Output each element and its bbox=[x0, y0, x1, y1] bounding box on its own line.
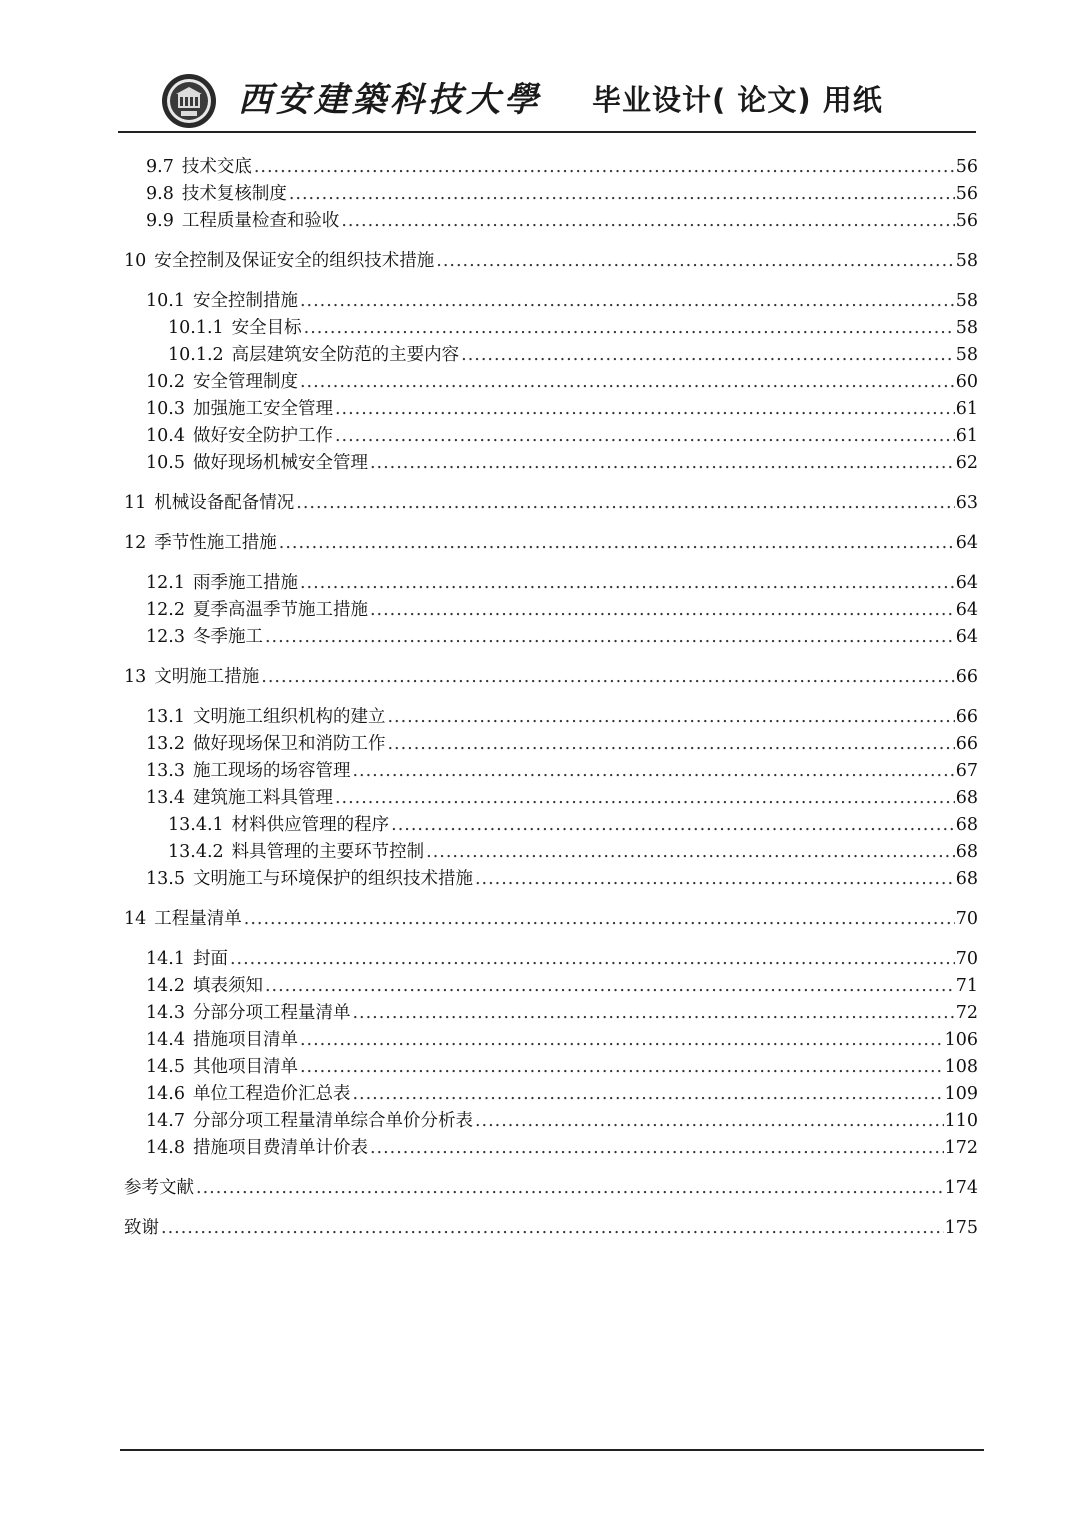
toc-entry-number: 10.5 bbox=[146, 453, 185, 473]
toc-entry-number: 9.8 bbox=[146, 184, 174, 204]
toc-entry-title: 文明施工措施 bbox=[154, 667, 260, 687]
toc-entry[interactable] bbox=[146, 1082, 978, 1106]
toc-entry[interactable] bbox=[124, 1176, 978, 1200]
toc-entry-page: 64 bbox=[955, 573, 978, 593]
toc-entry-page: 61 bbox=[955, 399, 978, 419]
toc-entry-number: 13.4.1 bbox=[168, 815, 224, 835]
toc-entry-number: 14 bbox=[124, 909, 147, 929]
toc-entry-number: 14.5 bbox=[146, 1057, 185, 1077]
toc-entry-title: 冬季施工 bbox=[192, 627, 263, 647]
toc-entry-title: 雨季施工措施 bbox=[192, 573, 298, 593]
toc-entry-number: 10.2 bbox=[146, 372, 185, 392]
toc-entry-page: 110 bbox=[944, 1111, 978, 1131]
page-header bbox=[0, 0, 1087, 140]
toc-dot-leader bbox=[300, 370, 955, 394]
toc-dot-leader bbox=[387, 732, 954, 756]
toc-entry-number: 13.3 bbox=[146, 761, 185, 781]
toc-entry-number: 10 bbox=[124, 251, 147, 271]
toc-entry-title: 机械设备配备情况 bbox=[154, 493, 295, 513]
toc-dot-leader bbox=[261, 665, 954, 689]
toc-entry[interactable] bbox=[168, 343, 978, 367]
toc-entry-number: 12.3 bbox=[146, 627, 185, 647]
toc-dot-leader bbox=[370, 451, 955, 475]
toc-entry[interactable] bbox=[146, 947, 978, 971]
toc-dot-leader bbox=[335, 424, 955, 448]
toc-entry-number: 13.4.2 bbox=[168, 842, 224, 862]
toc-entry-page: 64 bbox=[955, 600, 978, 620]
toc-entry-page: 56 bbox=[955, 211, 978, 231]
toc-entry[interactable] bbox=[124, 531, 978, 555]
toc-entry-title: 安全控制及保证安全的组织技术措施 bbox=[154, 251, 435, 271]
toc-entry-number: 14.2 bbox=[146, 976, 185, 996]
toc-entry-number: 14.8 bbox=[146, 1138, 185, 1158]
toc-entry-number: 10.1.2 bbox=[168, 345, 224, 365]
toc-entry-title: 技术交底 bbox=[181, 157, 252, 177]
toc-entry-number: 14.1 bbox=[146, 949, 185, 969]
toc-entry-title: 工程质量检查和验收 bbox=[181, 211, 340, 231]
toc-entry[interactable] bbox=[168, 840, 978, 864]
toc-dot-leader bbox=[341, 209, 954, 233]
toc-entry[interactable] bbox=[124, 491, 978, 515]
toc-entry-title: 夏季高温季节施工措施 bbox=[192, 600, 368, 620]
toc-entry-title: 季节性施工措施 bbox=[154, 533, 277, 553]
toc-dot-leader bbox=[475, 1109, 944, 1133]
toc-entry-page: 61 bbox=[955, 426, 978, 446]
toc-dot-leader bbox=[196, 1176, 944, 1200]
toc-entry-title: 文明施工与环境保护的组织技术措施 bbox=[192, 869, 473, 889]
toc-entry[interactable] bbox=[124, 249, 978, 273]
toc-entry[interactable] bbox=[146, 625, 978, 649]
toc-entry-title: 封面 bbox=[192, 949, 228, 969]
toc-entry-page: 106 bbox=[944, 1030, 978, 1050]
toc-entry[interactable] bbox=[124, 1216, 978, 1240]
toc-entry[interactable] bbox=[146, 705, 978, 729]
university-emblem-icon bbox=[160, 72, 218, 130]
footer-divider bbox=[120, 1449, 984, 1451]
toc-entry-number: 10.1.1 bbox=[168, 318, 224, 338]
toc-entry-page: 68 bbox=[955, 815, 978, 835]
toc-dot-leader bbox=[265, 974, 955, 998]
toc-entry-number: 14.7 bbox=[146, 1111, 185, 1131]
toc-entry-number: 13.4 bbox=[146, 788, 185, 808]
toc-entry-title: 加强施工安全管理 bbox=[192, 399, 333, 419]
toc-entry-page: 66 bbox=[955, 667, 978, 687]
toc-entry-title: 参考文献 bbox=[124, 1178, 194, 1198]
toc-entry-number: 10.3 bbox=[146, 399, 185, 419]
toc-entry-page: 174 bbox=[944, 1178, 978, 1198]
toc-entry-page: 68 bbox=[955, 842, 978, 862]
toc-entry-number: 11 bbox=[124, 493, 147, 513]
toc-entry[interactable] bbox=[146, 1055, 978, 1079]
toc-entry-page: 172 bbox=[944, 1138, 978, 1158]
toc-entry-page: 60 bbox=[955, 372, 978, 392]
toc-dot-leader bbox=[230, 947, 955, 971]
toc-entry[interactable] bbox=[146, 397, 978, 421]
toc-entry-page: 58 bbox=[955, 318, 978, 338]
toc-entry[interactable] bbox=[146, 759, 978, 783]
toc-dot-leader bbox=[426, 840, 955, 864]
toc-entry-page: 64 bbox=[955, 627, 978, 647]
school-name: 西安建築科技大學 bbox=[238, 80, 542, 120]
paper-title: 毕业设计( 论文) 用纸 bbox=[592, 83, 883, 117]
toc-entry-title: 做好安全防护工作 bbox=[192, 426, 333, 446]
toc-entry-number: 14.3 bbox=[146, 1003, 185, 1023]
toc-entry-page: 63 bbox=[955, 493, 978, 513]
toc-dot-leader bbox=[254, 155, 955, 179]
toc-dot-leader bbox=[335, 397, 955, 421]
toc-entry-page: 70 bbox=[955, 949, 978, 969]
toc-entry[interactable] bbox=[168, 316, 978, 340]
toc-entry-title: 料具管理的主要环节控制 bbox=[231, 842, 425, 862]
toc-dot-leader bbox=[461, 343, 955, 367]
toc-entry[interactable] bbox=[146, 182, 978, 206]
toc-entry-title: 其他项目清单 bbox=[192, 1057, 298, 1077]
toc-dot-leader bbox=[161, 1216, 944, 1240]
toc-entry[interactable] bbox=[146, 1109, 978, 1133]
toc-dot-leader bbox=[289, 182, 955, 206]
toc-entry-page: 109 bbox=[944, 1084, 978, 1104]
toc-entry-title: 措施项目费清单计价表 bbox=[192, 1138, 368, 1158]
toc-entry-number: 12.1 bbox=[146, 573, 185, 593]
toc-entry-title: 做好现场机械安全管理 bbox=[192, 453, 368, 473]
toc-dot-leader bbox=[300, 289, 955, 313]
toc-entry-page: 71 bbox=[955, 976, 978, 996]
toc-entry-title: 安全控制措施 bbox=[192, 291, 298, 311]
toc-entry-number: 10.4 bbox=[146, 426, 185, 446]
toc-entry[interactable] bbox=[146, 1001, 978, 1025]
toc-entry[interactable] bbox=[146, 974, 978, 998]
toc-dot-leader bbox=[265, 625, 955, 649]
toc-dot-leader bbox=[387, 705, 954, 729]
toc-entry-title: 致谢 bbox=[124, 1218, 159, 1238]
toc-entry-title: 建筑施工料具管理 bbox=[192, 788, 333, 808]
toc-entry[interactable] bbox=[124, 665, 978, 689]
toc-entry-title: 文明施工组织机构的建立 bbox=[192, 707, 386, 727]
toc-entry-title: 措施项目清单 bbox=[192, 1030, 298, 1050]
toc-dot-leader bbox=[296, 491, 954, 515]
toc-entry[interactable] bbox=[146, 424, 978, 448]
toc-dot-leader bbox=[370, 598, 955, 622]
toc-entry-title: 工程量清单 bbox=[154, 909, 242, 929]
toc-entry-page: 58 bbox=[955, 291, 978, 311]
toc-entry-title: 做好现场保卫和消防工作 bbox=[192, 734, 386, 754]
toc-entry[interactable] bbox=[146, 867, 978, 891]
toc-entry-page: 175 bbox=[944, 1218, 978, 1238]
toc-entry-title: 填表须知 bbox=[192, 976, 263, 996]
toc-entry-title: 安全目标 bbox=[231, 318, 302, 338]
toc-entry-page: 64 bbox=[955, 533, 978, 553]
toc-dot-leader bbox=[352, 1082, 943, 1106]
toc-entry-page: 66 bbox=[955, 707, 978, 727]
toc-entry[interactable] bbox=[146, 209, 978, 233]
toc-entry-number: 10.1 bbox=[146, 291, 185, 311]
toc-entry-number: 13.5 bbox=[146, 869, 185, 889]
toc-entry-page: 58 bbox=[955, 251, 978, 271]
toc-entry[interactable] bbox=[146, 451, 978, 475]
toc-entry-page: 68 bbox=[955, 869, 978, 889]
toc-entry-number: 13.2 bbox=[146, 734, 185, 754]
toc-entry[interactable] bbox=[146, 155, 978, 179]
toc-entry[interactable] bbox=[146, 571, 978, 595]
toc-entry[interactable] bbox=[146, 1136, 978, 1160]
toc-entry-title: 分部分项工程量清单 bbox=[192, 1003, 351, 1023]
toc-dot-leader bbox=[436, 249, 954, 273]
toc-entry-number: 14.6 bbox=[146, 1084, 185, 1104]
toc-entry-title: 分部分项工程量清单综合单价分析表 bbox=[192, 1111, 473, 1131]
toc-entry-page: 108 bbox=[944, 1057, 978, 1077]
toc-entry-page: 70 bbox=[955, 909, 978, 929]
toc-entry-page: 72 bbox=[955, 1003, 978, 1023]
toc-entry-number: 14.4 bbox=[146, 1030, 185, 1050]
toc-entry[interactable] bbox=[146, 732, 978, 756]
toc-entry-page: 58 bbox=[955, 345, 978, 365]
toc-entry-title: 单位工程造价汇总表 bbox=[192, 1084, 351, 1104]
toc-entry-page: 66 bbox=[955, 734, 978, 754]
toc-dot-leader bbox=[370, 1136, 944, 1160]
toc-entry-title: 材料供应管理的程序 bbox=[231, 815, 390, 835]
toc-entry-number: 12.2 bbox=[146, 600, 185, 620]
toc-entry[interactable] bbox=[146, 370, 978, 394]
toc-entry-page: 56 bbox=[955, 157, 978, 177]
toc-dot-leader bbox=[352, 759, 954, 783]
toc-entry-page: 68 bbox=[955, 788, 978, 808]
toc-dot-leader bbox=[335, 786, 955, 810]
toc-dot-leader bbox=[279, 531, 955, 555]
toc-entry-page: 56 bbox=[955, 184, 978, 204]
header-divider bbox=[118, 131, 976, 133]
toc-entry[interactable] bbox=[146, 598, 978, 622]
toc-entry[interactable] bbox=[168, 813, 978, 837]
toc-dot-leader bbox=[300, 1055, 944, 1079]
toc-entry-number: 12 bbox=[124, 533, 147, 553]
toc-entry-page: 62 bbox=[955, 453, 978, 473]
toc-entry[interactable] bbox=[146, 1028, 978, 1052]
toc-dot-leader bbox=[244, 907, 955, 931]
toc-entry[interactable] bbox=[124, 907, 978, 931]
toc-entry-page: 67 bbox=[955, 761, 978, 781]
toc-entry-number: 13.1 bbox=[146, 707, 185, 727]
toc-entry-title: 安全管理制度 bbox=[192, 372, 298, 392]
toc-entry-number: 13 bbox=[124, 667, 147, 687]
toc-entry-title: 高层建筑安全防范的主要内容 bbox=[231, 345, 460, 365]
toc-entry[interactable] bbox=[146, 289, 978, 313]
toc-dot-leader bbox=[391, 813, 955, 837]
toc-dot-leader bbox=[475, 867, 955, 891]
toc-entry-number: 9.7 bbox=[146, 157, 174, 177]
toc-entry-number: 9.9 bbox=[146, 211, 174, 231]
toc-dot-leader bbox=[352, 1001, 954, 1025]
toc-entry-title: 施工现场的场容管理 bbox=[192, 761, 351, 781]
toc-dot-leader bbox=[300, 1028, 944, 1052]
toc-dot-leader bbox=[304, 316, 955, 340]
toc-entry[interactable] bbox=[146, 786, 978, 810]
toc-dot-leader bbox=[300, 571, 955, 595]
toc-entry-title: 技术复核制度 bbox=[181, 184, 287, 204]
